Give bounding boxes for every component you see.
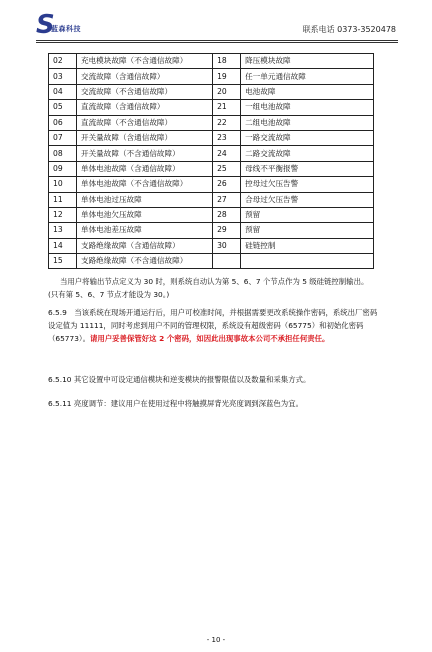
- fault-name-cell: 单体电池故障（含通信故障）: [76, 161, 212, 176]
- table-row: [49, 223, 374, 238]
- table-row: [49, 238, 374, 253]
- node-number-cell: 21: [213, 100, 241, 115]
- node-number-cell: 05: [49, 100, 77, 115]
- logo-mark: S: [36, 10, 55, 40]
- fault-name-cell: 交流故障（不含通信故障）: [76, 84, 212, 99]
- table-row: [49, 100, 374, 115]
- node-number-cell: 07: [49, 130, 77, 145]
- node-number-cell: 06: [49, 115, 77, 130]
- node-number-cell: 28: [213, 207, 241, 222]
- node-number-cell: 03: [49, 69, 77, 84]
- fault-name-cell: 合母过欠压告警: [241, 192, 374, 207]
- table-row: [49, 161, 374, 176]
- node-number-cell: 04: [49, 84, 77, 99]
- header-rule: [36, 40, 398, 41]
- fault-name-cell: 直流故障（不含通信故障）: [76, 115, 212, 130]
- node-number-cell: 13: [49, 223, 77, 238]
- fault-name-cell: 单体电池故障（不含通信故障）: [76, 177, 212, 192]
- fault-name-cell: 充电模块故障（不含通信故障）: [76, 54, 212, 69]
- fault-name-cell: 降压模块故障: [241, 54, 374, 69]
- fault-name-cell: 硅链控制: [241, 238, 374, 253]
- page-header: [36, 12, 398, 38]
- logo-text: 蓝森科技: [51, 25, 81, 33]
- node-number-cell: 02: [49, 54, 77, 69]
- fault-name-cell: 预留: [241, 223, 374, 238]
- fault-name-cell: 直流故障（含通信故障）: [76, 100, 212, 115]
- node-number-cell: 18: [213, 54, 241, 69]
- fault-name-cell: 开关量故障（不含通信故障）: [76, 146, 212, 161]
- node-number-cell: 20: [213, 84, 241, 99]
- header-rule-thin: [36, 42, 398, 43]
- fault-name-cell: 一组电池故障: [241, 100, 374, 115]
- node-number-cell: 15: [49, 254, 77, 269]
- node-number-cell: 24: [213, 146, 241, 161]
- table-row: [49, 146, 374, 161]
- table-row: [49, 69, 374, 84]
- node-number-cell: 23: [213, 130, 241, 145]
- node-number-cell: 11: [49, 192, 77, 207]
- fault-name-cell: 一路交流故障: [241, 130, 374, 145]
- fault-name-cell: 单体电池欠压故障: [76, 207, 212, 222]
- fault-name-cell: 单体电池过压故障: [76, 192, 212, 207]
- fault-name-cell: 二组电池故障: [241, 115, 374, 130]
- node-number-cell: 14: [49, 238, 77, 253]
- node-number-cell: 29: [213, 223, 241, 238]
- fault-name-cell: 控母过欠压告警: [241, 177, 374, 192]
- node-number-cell: 19: [213, 69, 241, 84]
- fault-node-table: [48, 53, 374, 269]
- table-row: [49, 130, 374, 145]
- paragraph-6-5-10: 6.5.10 其它设置中可设定通信模块和逆变模块的报警限值以及数量和采集方式。: [48, 375, 311, 384]
- table-row: [49, 177, 374, 192]
- node-number-cell: 09: [49, 161, 77, 176]
- fault-name-cell: 电池故障: [241, 84, 374, 99]
- paragraph-6-5-11: 6.5.11 亮度调节：建议用户在使用过程中将触摸屏背光亮度调到深蓝色为宜。: [48, 399, 303, 408]
- table-row: [49, 254, 374, 269]
- fault-name-cell: 支路绝缘故障（不含通信故障）: [76, 254, 212, 269]
- fault-name-cell: 单体电池差压故障: [76, 223, 212, 238]
- table-row: [49, 192, 374, 207]
- node-number-cell: 27: [213, 192, 241, 207]
- fault-name-cell: 开关量故障（含通信故障）: [76, 130, 212, 145]
- table-row: [49, 54, 374, 69]
- fault-name-cell: 二路交流故障: [241, 146, 374, 161]
- fault-name-cell: 预留: [241, 207, 374, 222]
- company-logo: [36, 12, 106, 38]
- paragraph-node-30: 当用户将输出节点定义为 30 时，则系统自动认为第 5、6、7 个节点作为 5 级硅链控制输出。(只有第 5、6、7 节点才能设为 30。): [48, 277, 369, 299]
- node-number-cell: 08: [49, 146, 77, 161]
- paragraph-6-5-9: [48, 306, 378, 345]
- node-number-cell: 22: [213, 115, 241, 130]
- fault-name-cell: [241, 254, 374, 269]
- node-number-cell: 30: [213, 238, 241, 253]
- fault-name-cell: 任一单元通信故障: [241, 69, 374, 84]
- paragraph-6-5-9-text: 6.5.9 当该系统在现场开通运行后，用户可校准时间，并根据需要更改系统操作密码，系统出厂密码设定值为 11111，同时考虑到用户不同的管理权限，系统设有超级密码（65775）和初始化密码（65773）。: [48, 308, 378, 343]
- node-number-cell: 26: [213, 177, 241, 192]
- fault-name-cell: 母线不平衡报警: [241, 161, 374, 176]
- node-number-cell: 12: [49, 207, 77, 222]
- fault-name-cell: 支路绝缘故障（含通信故障）: [76, 238, 212, 253]
- fault-name-cell: 交流故障（含通信故障）: [76, 69, 212, 84]
- node-number-cell: [213, 254, 241, 269]
- password-warning: 请用户妥善保管好这 2 个密码，如因此出现事故本公司不承担任何责任。: [89, 334, 330, 343]
- page-number: - 10 -: [206, 636, 226, 644]
- contact-phone: 联系电话 0373-3520478: [302, 25, 396, 34]
- node-number-cell: 25: [213, 161, 241, 176]
- table-row: [49, 207, 374, 222]
- node-number-cell: 10: [49, 177, 77, 192]
- table-row: [49, 84, 374, 99]
- table-row: [49, 115, 374, 130]
